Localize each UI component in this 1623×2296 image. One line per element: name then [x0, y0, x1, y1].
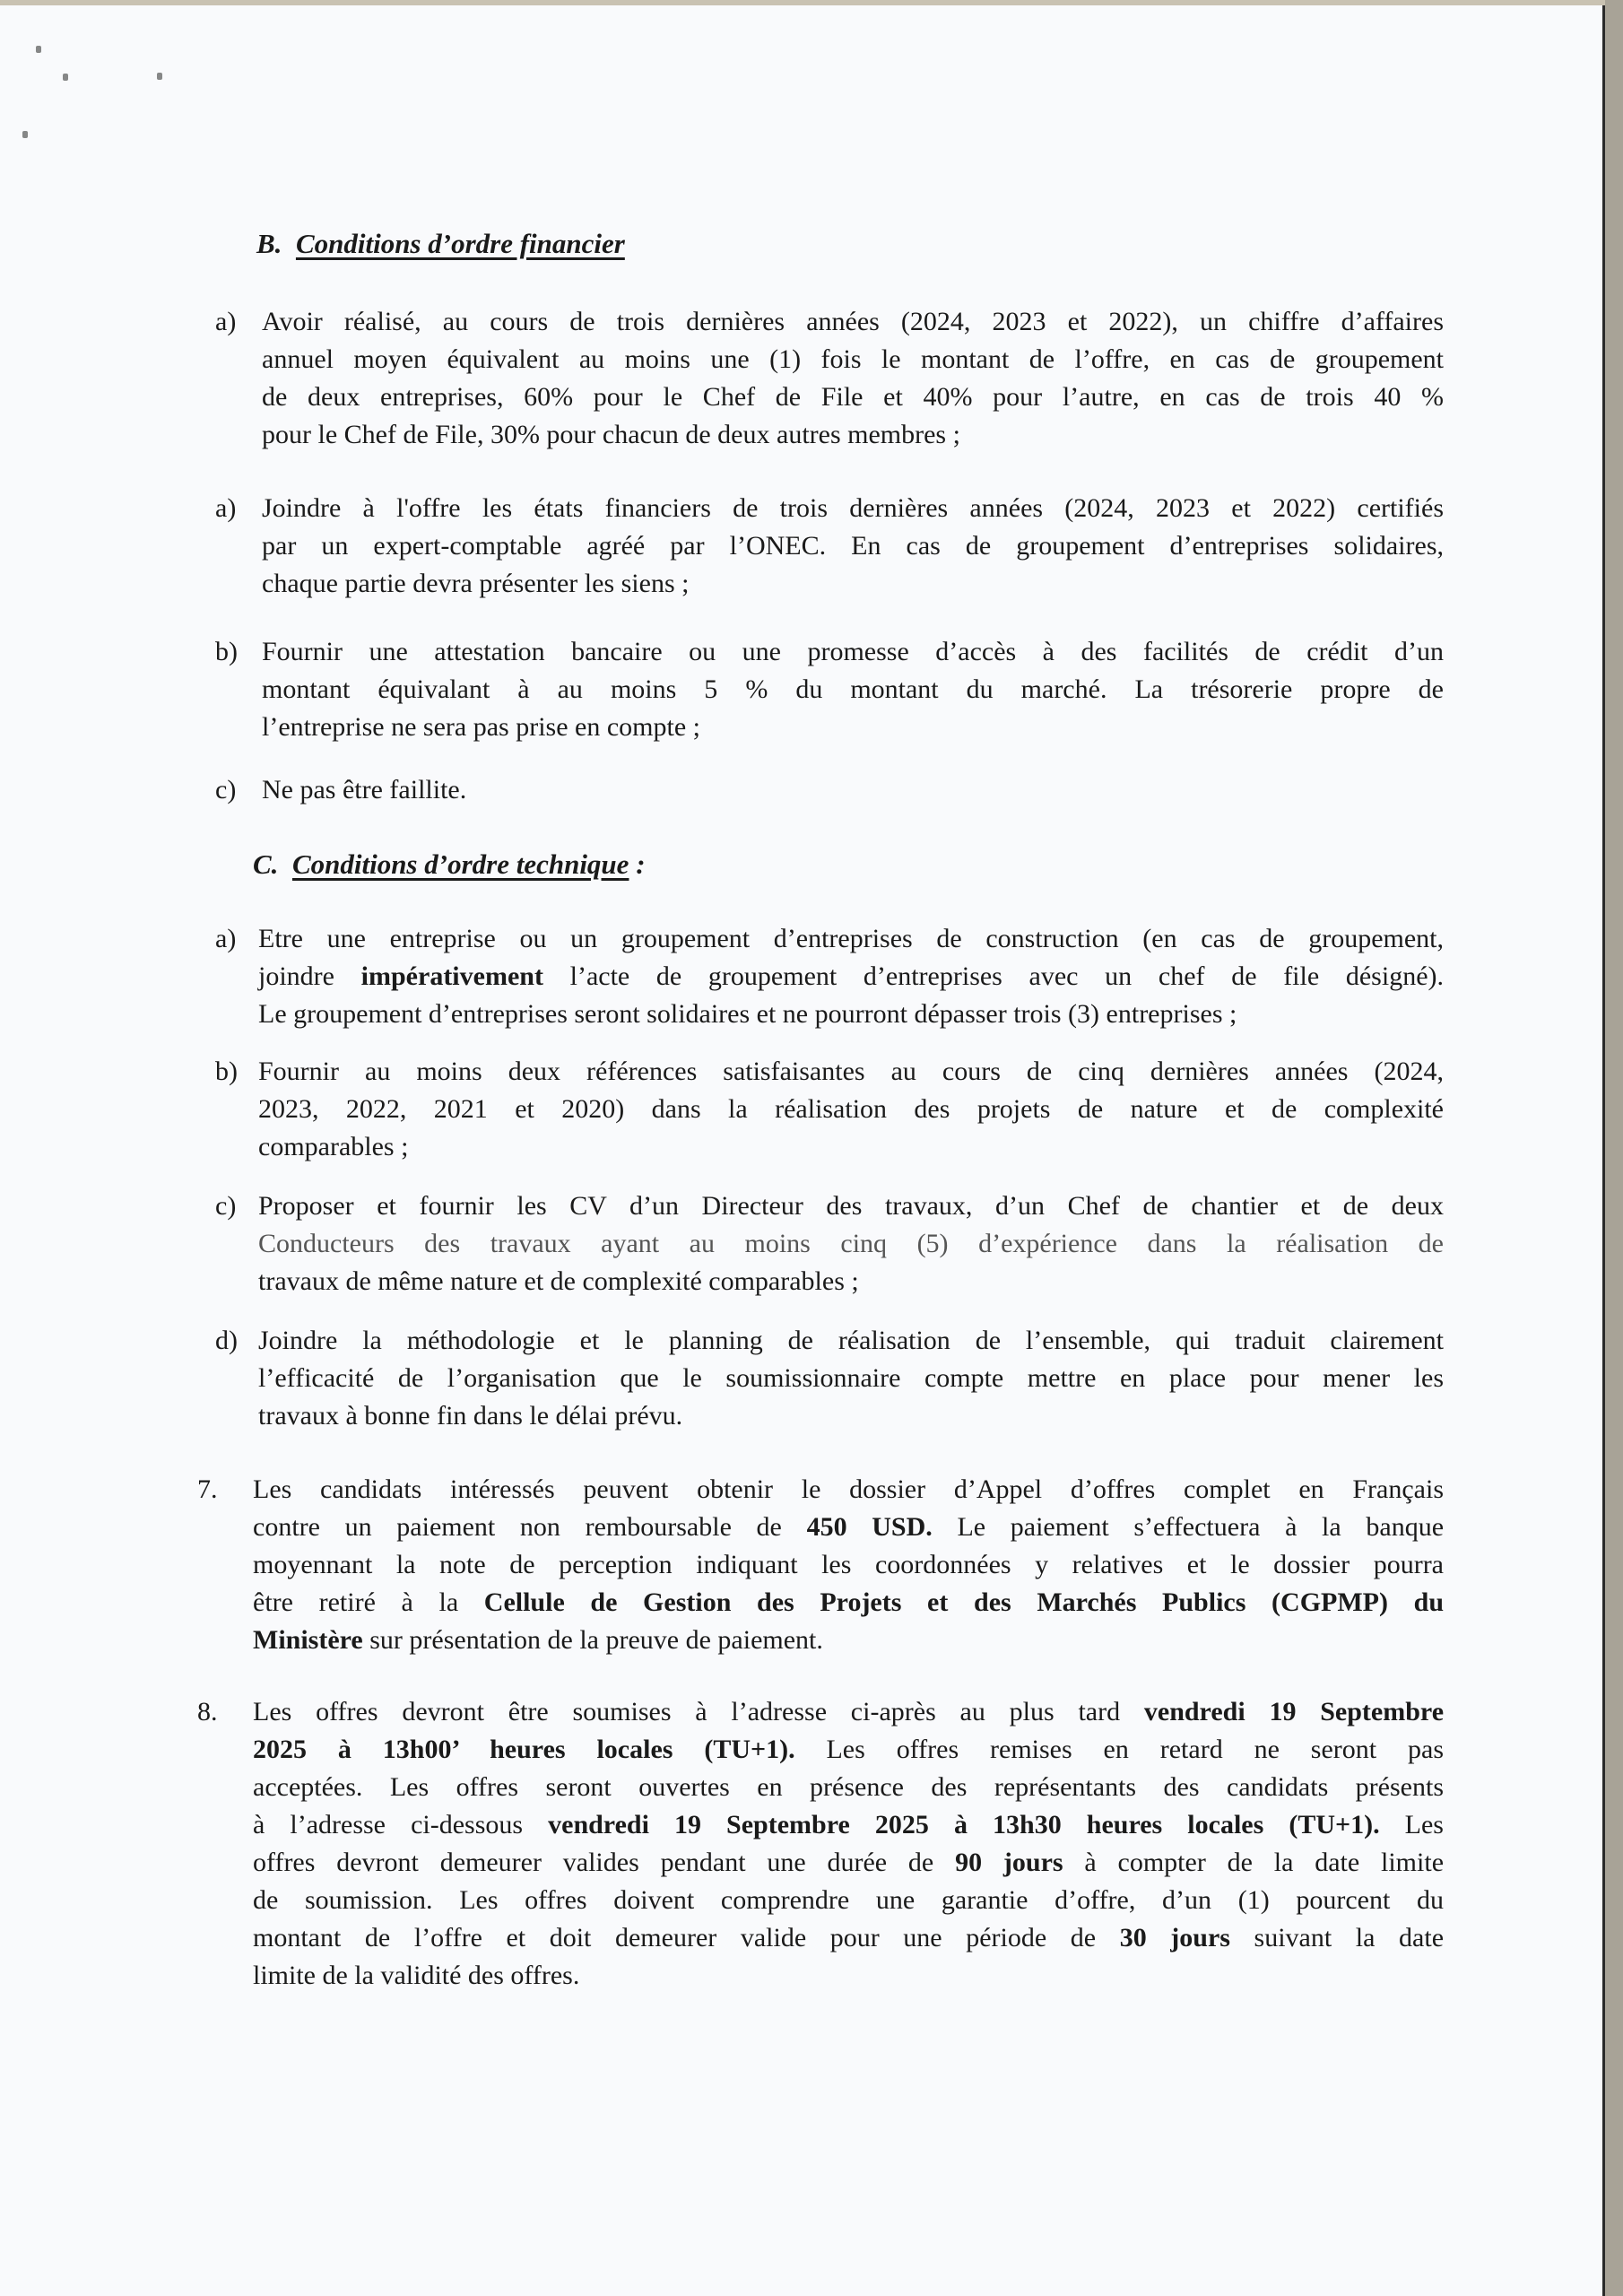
text-line: annuel moyen équivalent au moins une (1) fois le montant de l’offre, en cas de groupement [262, 344, 1444, 374]
text-run: à compter de la date limite [1063, 1848, 1445, 1877]
text-line: de soumission. Les offres doivent comprendre une garantie d’offre, d’un (1) pourcent du [253, 1885, 1444, 1915]
text-run: suivant la date [1229, 1923, 1445, 1952]
text-line: l’entreprise ne sera pas prise en compte ; [262, 712, 700, 742]
text-run: contre un paiement non remboursable de [253, 1512, 807, 1542]
text-line: Joindre la méthodologie et le planning de réalisation de l’ensemble, qui traduit clairement [258, 1326, 1444, 1355]
deadline-time: 2025 à 13h00’ heures locales (TU+1). [253, 1735, 795, 1764]
text-run: joindre [258, 961, 361, 991]
text-run: l’acte de groupement d’entreprises avec un chef de file désigné). [542, 961, 1444, 991]
text-line: Les candidats intéressés peuvent obtenir le dossier d’Appel d’offres complet en Français [253, 1474, 1444, 1504]
item-marker: b) [215, 1057, 238, 1086]
text-run: Les offres remises en retard ne seront pas [794, 1735, 1444, 1764]
text-line [253, 1806, 1444, 1844]
document-page [0, 5, 1605, 2296]
text-run: Les offres devront être soumises à l’adresse ci-après au plus tard [253, 1697, 1144, 1726]
text-line [253, 1509, 1444, 1546]
text-line: limite de la validité des offres. [253, 1961, 580, 1990]
text-line: Fournir une attestation bancaire ou une promesse d’accès à des facilités de crédit d’un [262, 637, 1444, 666]
text-run: sur présentation de la preuve de paiement. [362, 1625, 823, 1655]
text-line: travaux de même nature et de complexité comparables ; [258, 1266, 859, 1296]
scan-right-edge [1605, 0, 1623, 2296]
emphasis-text: impérativement [360, 961, 543, 991]
text-run: offres devront demeurer valides pendant une durée de [253, 1848, 956, 1877]
text-line: pour le Chef de File, 30% pour chacun de deux autres membres ; [262, 420, 960, 449]
text-line: Fournir au moins deux références satisfaisantes au cours de cinq dernières années (2024, [258, 1057, 1444, 1086]
text-line: comparables ; [258, 1132, 409, 1161]
text-run: Le paiement s’effectuera à la banque [932, 1512, 1445, 1542]
paragraph-number: 7. [197, 1474, 218, 1504]
text-line: Proposer et fournir les CV d’un Directeur des travaux, d’un Chef de chantier et de deux [258, 1191, 1444, 1221]
text-line: l’efficacité de l’organisation que le soumissionnaire compte mettre en place pour mener les [258, 1363, 1444, 1393]
text-line [253, 1919, 1444, 1957]
validity-period: 90 jours [955, 1848, 1063, 1877]
text-line: 2023, 2022, 2021 et 2020) dans la réalisation des projets de nature et de complexité [258, 1094, 1444, 1124]
section-b-title: Conditions d’ordre financier [295, 228, 625, 259]
text-line: montant équivalant à au moins 5 % du montant du marché. La trésorerie propre de [262, 674, 1444, 704]
opening-datetime: vendredi 19 Septembre 2025 à 13h30 heures locales (TU+1). [548, 1810, 1380, 1839]
text-line: Etre une entreprise ou un groupement d’entreprises de construction (en cas de groupement, [258, 924, 1444, 953]
text-line [253, 1584, 1444, 1622]
paragraph-number: 8. [197, 1697, 218, 1726]
text-line: travaux à bonne fin dans le délai prévu. [258, 1401, 683, 1431]
text-line: Avoir réalisé, au cours de trois dernières années (2024, 2023 et 2022), un chiffre d’affaires [262, 307, 1444, 336]
item-marker: b) [215, 637, 238, 666]
scan-speck [157, 73, 162, 80]
deadline-date: vendredi 19 Septembre [1143, 1697, 1445, 1726]
item-marker: c) [215, 775, 237, 804]
section-c-heading [253, 848, 646, 881]
section-b-letter: B. [256, 228, 282, 259]
text-line: acceptées. Les offres seront ouvertes en présence des représentants des candidats présents [253, 1772, 1444, 1802]
text-line [253, 1731, 1444, 1769]
text-line: Joindre à l'offre les états financiers de trois dernières années (2024, 2023 et 2022) certifiés [262, 493, 1444, 523]
text-run: Les [1379, 1810, 1444, 1839]
text-line: par un expert-comptable agréé par l’ONEC. En cas de groupement d’entreprises solidaires, [262, 531, 1444, 561]
item-marker: a) [215, 924, 237, 953]
section-c-title-suffix: : [629, 848, 646, 880]
office-name: Ministère [253, 1625, 363, 1655]
text-line [258, 958, 1444, 996]
text-line: Le groupement d’entreprises seront solidaires et ne pourront dépasser trois (3) entreprises ; [258, 999, 1237, 1029]
item-marker: c) [215, 1191, 237, 1221]
section-c-letter: C. [253, 848, 279, 880]
item-marker: a) [215, 493, 237, 523]
item-marker: d) [215, 1326, 238, 1355]
text-line [253, 1622, 1444, 1659]
price-text: 450 USD. [806, 1512, 933, 1542]
text-line: moyennant la note de perception indiquant les coordonnées y relatives et le dossier pourra [253, 1550, 1444, 1579]
section-c-title: Conditions d’ordre technique [291, 848, 629, 880]
text-line [253, 1844, 1444, 1882]
text-run: être retiré à la [253, 1587, 484, 1617]
scan-speck [63, 74, 68, 81]
scan-speck [36, 46, 41, 53]
text-line: chaque partie devra présenter les siens ; [262, 569, 690, 598]
guarantee-period: 30 jours [1119, 1923, 1230, 1952]
office-name: Cellule de Gestion des Projets et des Marchés Publics (CGPMP) du [483, 1587, 1445, 1617]
scan-speck [22, 131, 28, 138]
text-run: montant de l’offre et doit demeurer valide pour une période de [253, 1923, 1120, 1952]
section-b-heading [256, 228, 625, 260]
text-line: de deux entreprises, 60% pour le Chef de File et 40% pour l’autre, en cas de trois 40 % [262, 382, 1444, 412]
text-run: à l’adresse ci-dessous [253, 1810, 549, 1839]
text-line: Ne pas être faillite. [262, 775, 467, 804]
text-line [253, 1693, 1444, 1731]
item-marker: a) [215, 307, 237, 336]
text-line: Conducteurs des travaux ayant au moins cinq (5) d’expérience dans la réalisation de [258, 1229, 1444, 1258]
